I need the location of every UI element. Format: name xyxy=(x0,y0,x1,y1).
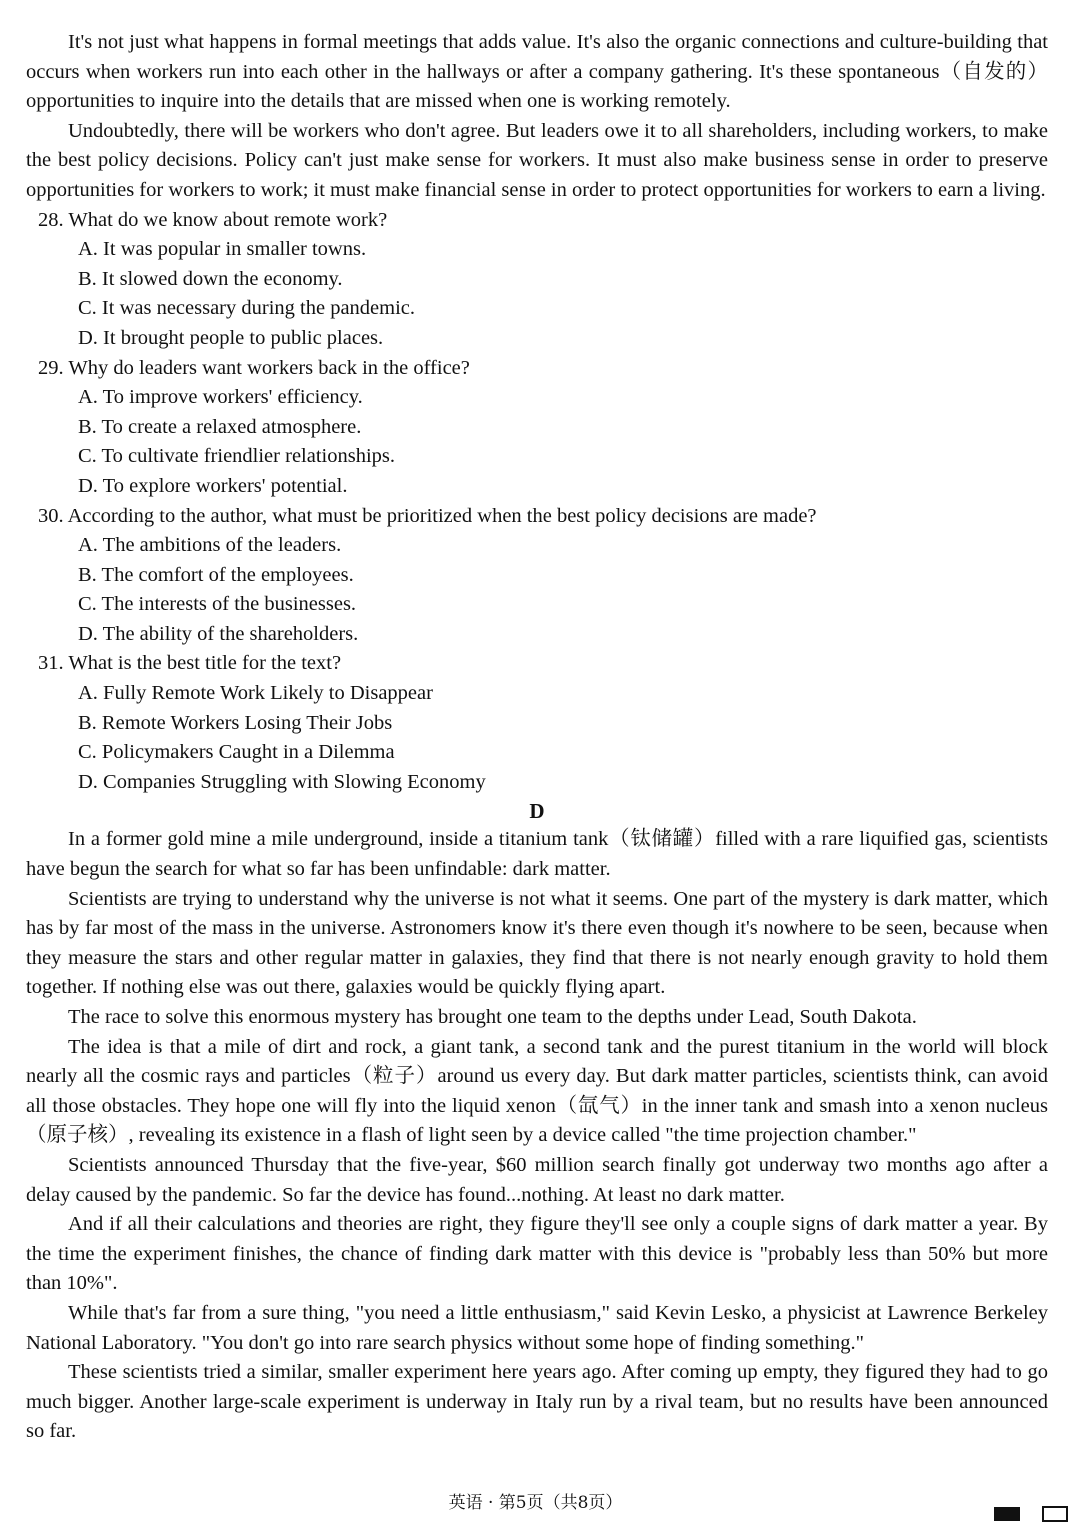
filled-block-icon xyxy=(994,1507,1020,1521)
paragraph: It's not just what happens in formal meetings that adds value. It's also the organic connections and culture-building that occurs when workers run into each other in the hallways or after a company gathering. It's these spontaneous（自发的）opportunities to inquire into the details that are missed when one is working remotely. xyxy=(26,31,1048,113)
option-c: C. It was necessary during the pandemic. xyxy=(78,297,416,320)
option-d: D. Companies Struggling with Slowing Economy xyxy=(78,770,486,793)
option-b: B. Remote Workers Losing Their Jobs xyxy=(78,711,393,734)
paragraph: In a former gold mine a mile underground, inside a titanium tank（钛储罐）filled with a rare liquified gas, scientists have begun the search for what so far has been unfindable: dark matter. xyxy=(26,828,1048,881)
question-31 xyxy=(26,649,1048,797)
option-a: A. The ambitions of the leaders. xyxy=(78,534,342,557)
option-c: C. To cultivate friendlier relationships. xyxy=(78,445,395,468)
option-c: C. Policymakers Caught in a Dilemma xyxy=(78,741,395,764)
question-30 xyxy=(26,502,1048,650)
option-b: B. To create a relaxed atmosphere. xyxy=(78,415,362,438)
paragraph: The idea is that a mile of dirt and rock, a giant tank, a second tank and the purest titanium in the world will block nearly all the cosmic rays and particles（粒子）around us every day. But dark matter particles, scientists think, can avoid all those obstacles. They hope one will fly into the liquid xenon（氙气）in the inner tank and smash into a xenon nucleus（原子核）, revealing its existence in a flash of light seen by a device called "the time projection chamber." xyxy=(26,1035,1048,1147)
exam-page xyxy=(26,28,1048,1447)
question-stem: 28. What do we know about remote work? xyxy=(38,208,388,231)
option-a: A. To improve workers' efficiency. xyxy=(78,386,363,409)
empty-block-icon xyxy=(1042,1506,1068,1522)
paragraph: Scientists are trying to understand why the universe is not what it seems. One part of the mystery is dark matter, which has by far most of the mass in the universe. Astronomers know it's there even though it's nowhere to be seen, because when they measure the stars and other regular matter in galaxies, they find that there is not nearly enough gravity to hold them together. If nothing else was out there, galaxies would be quickly flying apart. xyxy=(26,887,1048,999)
question-stem: 30. According to the author, what must be prioritized when the best policy decisions are made? xyxy=(38,504,817,527)
option-a: A. It was popular in smaller towns. xyxy=(78,238,367,261)
options-list xyxy=(26,679,1048,797)
question-28 xyxy=(26,206,1048,354)
passage-d-heading: D xyxy=(529,799,545,824)
paragraph: And if all their calculations and theories are right, they figure they'll see only a couple signs of dark matter a year. By the time the experiment finishes, the chance of finding dark matter with this device is "probably less than 50% but more than 10%". xyxy=(26,1213,1048,1295)
paragraph: Scientists announced Thursday that the five-year, $60 million search finally got underway two months ago after a delay caused by the pandemic. So far the device has found...nothing. At least no dark matter. xyxy=(26,1153,1048,1206)
options-grid xyxy=(26,531,1048,649)
option-d: D. It brought people to public places. xyxy=(78,326,384,349)
question-stem: 31. What is the best title for the text? xyxy=(38,652,342,675)
paragraph: The race to solve this enormous mystery has brought one team to the depths under Lead, South Dakota. xyxy=(68,1006,917,1028)
question-stem: 29. Why do leaders want workers back in the office? xyxy=(38,356,470,379)
question-29 xyxy=(26,354,1048,502)
page-footer: 英语 · 第5页（共8页） xyxy=(448,1493,623,1513)
paragraph: Undoubtedly, there will be workers who don't agree. But leaders owe it to all shareholders, including workers, to make the best policy decisions. Policy can't just make sense for workers. It must also make business sense in order to preserve opportunities for workers to work; it must make financial sense in order to protect opportunities for workers to earn a living. xyxy=(26,119,1048,201)
options-grid xyxy=(26,383,1048,501)
passage-d xyxy=(26,825,1048,1446)
paragraph: These scientists tried a similar, smaller experiment here years ago. After coming up empty, they figured they had to go much bigger. Another large-scale experiment is underway in Italy run by a rival team, but no results have been announced so far. xyxy=(26,1361,1048,1443)
option-d: D. To explore workers' potential. xyxy=(78,474,348,497)
paragraph: While that's far from a sure thing, "you need a little enthusiasm," said Kevin Lesko, a physicist at Lawrence Berkeley National Laboratory. "You don't go into rare search physics without some hope of finding something." xyxy=(26,1301,1048,1354)
options-grid xyxy=(26,235,1048,353)
option-b: B. It slowed down the economy. xyxy=(78,267,343,290)
option-b: B. The comfort of the employees. xyxy=(78,563,354,586)
alignment-marks xyxy=(994,1506,1068,1522)
passage-c-tail xyxy=(26,28,1048,206)
option-d: D. The ability of the shareholders. xyxy=(78,622,359,645)
option-c: C. The interests of the businesses. xyxy=(78,593,357,616)
option-a: A. Fully Remote Work Likely to Disappear xyxy=(78,682,433,705)
